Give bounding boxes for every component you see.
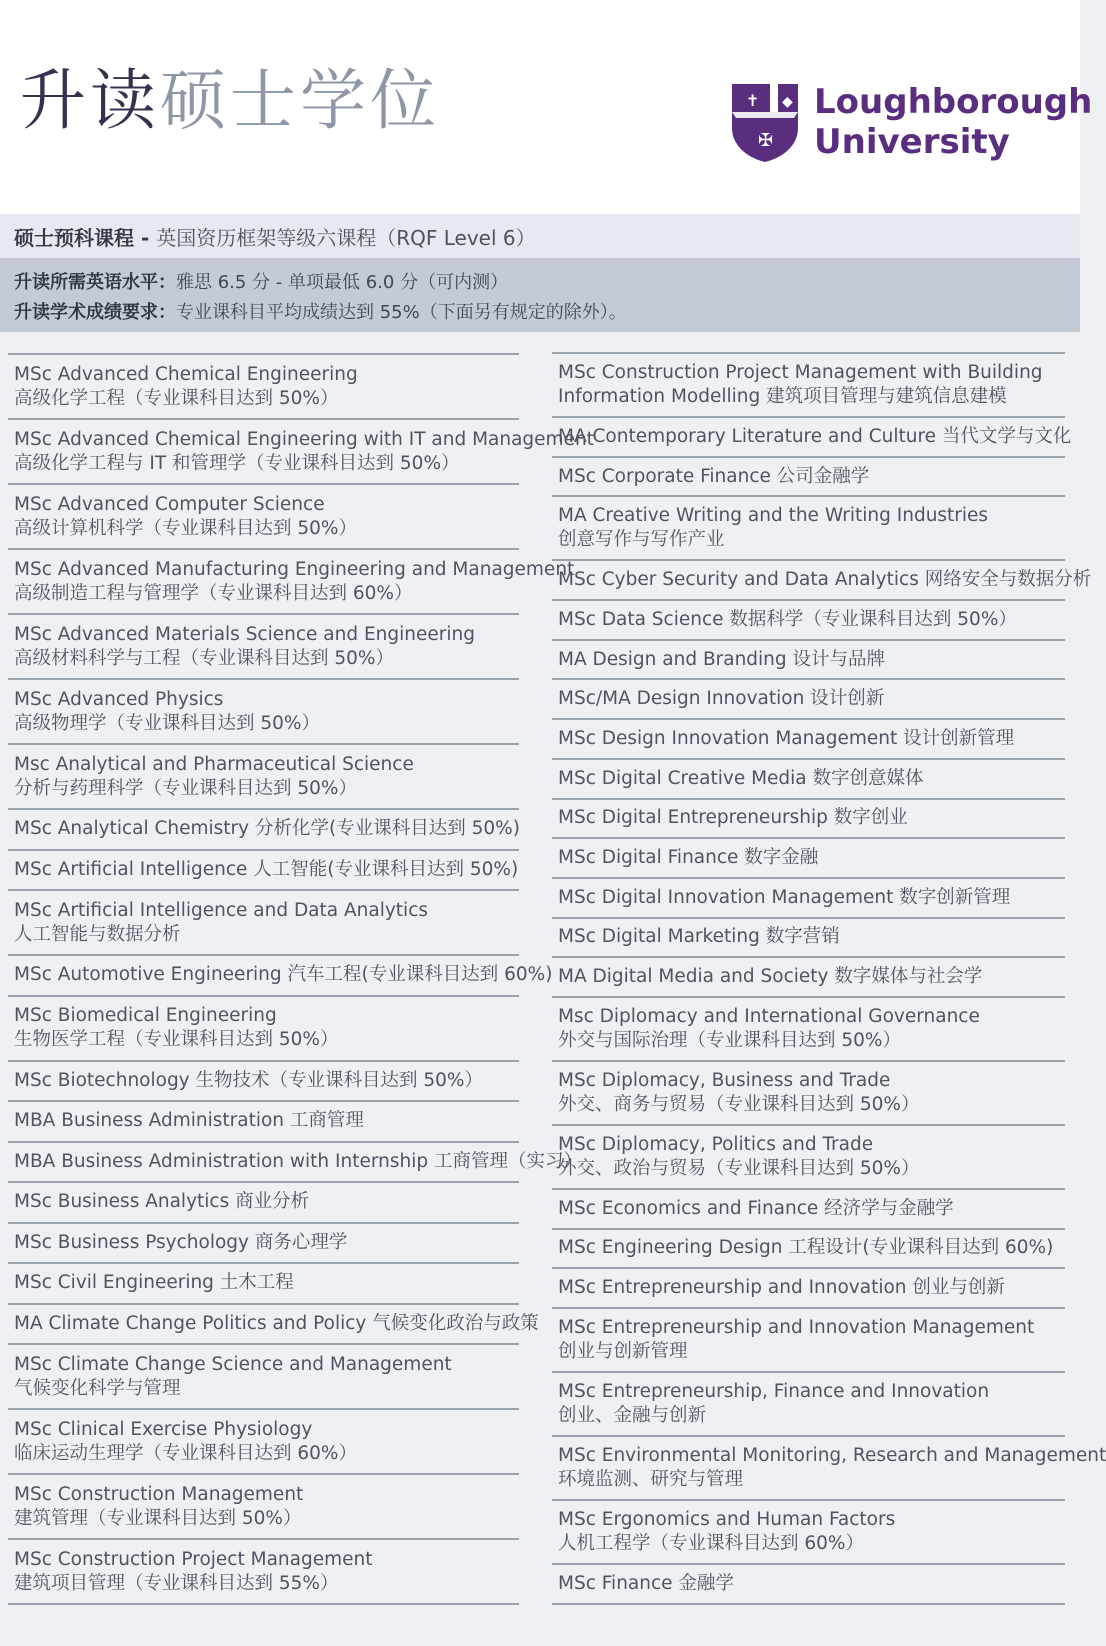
program-name: MSc Digital Marketing 数字营销 bbox=[558, 926, 840, 948]
program-name: MSc Cyber Security and Data Analytics 网络安全与数据分析 bbox=[558, 569, 1092, 591]
program-name: MA Design and Branding 设计与品牌 bbox=[558, 648, 886, 670]
program-name: MSc Environmental Monitoring, Research and Management bbox=[558, 1445, 1106, 1466]
program-name-line2: 人机工程学（专业课科目达到 60%） bbox=[558, 1533, 865, 1554]
program-item bbox=[552, 720, 1065, 760]
program-item bbox=[8, 485, 519, 550]
svg-text:◆: ◆ bbox=[782, 94, 793, 110]
program-name: MSc Diplomacy, Politics and Trade bbox=[558, 1133, 874, 1155]
program-name-line2: 外交、商务与贸易（专业课科目达到 50%） bbox=[558, 1093, 920, 1115]
program-item bbox=[552, 998, 1065, 1062]
program-name: MSc Construction Management bbox=[14, 1483, 304, 1505]
program-item bbox=[552, 1373, 1065, 1437]
program-item bbox=[8, 355, 519, 420]
program-item bbox=[552, 958, 1065, 998]
program-item bbox=[552, 458, 1065, 498]
program-item bbox=[552, 800, 1065, 840]
program-name: MSc Business Analytics 商业分析 bbox=[14, 1191, 310, 1213]
program-name: MSc Civil Engineering 土木工程 bbox=[14, 1272, 294, 1294]
svg-text:✠: ✠ bbox=[758, 130, 774, 151]
program-item bbox=[8, 1102, 519, 1143]
course-description: 英国资历框架等级六课程（RQF Level 6） bbox=[156, 226, 536, 250]
program-name-line2: 气候变化科学与管理 bbox=[14, 1377, 181, 1399]
program-name: MSc Advanced Physics bbox=[14, 688, 224, 710]
program-name: MSc Entrepreneurship, Finance and Innovation bbox=[558, 1381, 990, 1402]
program-item bbox=[552, 1126, 1065, 1190]
program-item bbox=[552, 919, 1065, 959]
university-logo bbox=[730, 82, 1093, 172]
program-item bbox=[552, 354, 1065, 418]
program-item bbox=[8, 997, 519, 1062]
program-name: MSc Entrepreneurship and Innovation Management bbox=[558, 1317, 1035, 1338]
program-name: MSc Corporate Finance 公司金融学 bbox=[558, 465, 870, 487]
program-name-line2: 环境监测、研究与管理 bbox=[558, 1469, 744, 1490]
program-item bbox=[552, 879, 1065, 919]
program-item bbox=[552, 497, 1065, 561]
program-name-line2: 高级化学工程与 IT 和管理学（专业课科目达到 50%） bbox=[14, 452, 460, 474]
program-name: MSc Automotive Engineering 汽车工程(专业课科目达到 60%) bbox=[14, 964, 553, 986]
program-item bbox=[552, 641, 1065, 681]
program-item bbox=[8, 680, 519, 745]
program-item bbox=[8, 851, 519, 892]
program-item bbox=[8, 1143, 582, 1184]
page-header bbox=[0, 0, 1093, 214]
program-name: MSc Ergonomics and Human Factors bbox=[558, 1509, 896, 1530]
program-item bbox=[8, 1345, 519, 1410]
program-name: MBA Business Administration with Internship 工商管理（实习） bbox=[14, 1150, 582, 1172]
program-name: MSc Advanced Chemical Engineering with IT and Management bbox=[14, 428, 594, 450]
program-name: MSc Advanced Manufacturing Engineering and Management bbox=[14, 558, 575, 580]
program-name: MSc Advanced Chemical Engineering bbox=[14, 363, 358, 385]
program-name: MSc Construction Project Management bbox=[14, 1548, 373, 1570]
university-name: Loughborough University bbox=[814, 82, 1093, 162]
program-name: MSc Artificial Intelligence 人工智能(专业课科目达到 50%) bbox=[14, 858, 519, 880]
program-name: MSc Economics and Finance 经济学与金融学 bbox=[558, 1197, 954, 1219]
program-name: MSc Design Innovation Management 设计创新管理 bbox=[558, 727, 1015, 749]
program-name: MSc Engineering Design 工程设计(专业课科目达到 60%) bbox=[558, 1237, 1054, 1259]
program-item bbox=[8, 1475, 519, 1540]
program-item bbox=[8, 1305, 539, 1346]
program-name: Msc Analytical and Pharmaceutical Science bbox=[14, 753, 414, 775]
program-item bbox=[552, 601, 1065, 641]
program-list-right bbox=[552, 352, 1106, 1605]
program-item bbox=[8, 420, 594, 485]
program-item bbox=[8, 615, 519, 680]
program-item bbox=[552, 760, 1065, 800]
program-name-line2: 高级制造工程与管理学（专业课科目达到 60%） bbox=[14, 582, 413, 604]
program-name: MSc Biotechnology 生物技术（专业课科目达到 50%） bbox=[14, 1069, 484, 1091]
program-list-left bbox=[8, 353, 594, 1605]
program-name: MA Climate Change Politics and Policy 气候变化政治与政策 bbox=[14, 1312, 539, 1334]
program-item bbox=[8, 745, 519, 810]
program-name: MSc Construction Project Management with Building bbox=[558, 362, 1043, 383]
program-name-line2: 创业、金融与创新 bbox=[558, 1405, 707, 1426]
requirements-bar bbox=[0, 258, 1080, 332]
program-name-line2: 高级计算机科学（专业课科目达到 50%） bbox=[14, 517, 358, 539]
program-item bbox=[8, 1183, 519, 1224]
program-name: MSc Diplomacy, Business and Trade bbox=[558, 1069, 891, 1091]
program-name-line2: 建筑项目管理（专业课科目达到 55%） bbox=[14, 1572, 339, 1594]
program-name-line2: 临床运动生理学（专业课科目达到 60%） bbox=[14, 1442, 358, 1464]
program-name-line2: 创意写作与写作产业 bbox=[558, 529, 725, 551]
program-item bbox=[8, 891, 519, 956]
university-crest-icon bbox=[730, 82, 800, 164]
program-item bbox=[8, 1410, 519, 1475]
program-name-line2: Information Modelling 建筑项目管理与建筑信息建模 bbox=[558, 386, 1007, 407]
program-item bbox=[552, 680, 1065, 720]
program-name-line2: 分析与药理科学（专业课科目达到 50%） bbox=[14, 777, 358, 799]
program-name-line2: 生物医学工程（专业课科目达到 50%） bbox=[14, 1029, 339, 1050]
program-name: MA Contemporary Literature and Culture 当代文学与文化 bbox=[558, 425, 1072, 447]
program-name-line2: 人工智能与数据分析 bbox=[14, 923, 181, 945]
program-item bbox=[552, 1190, 1065, 1230]
program-item bbox=[8, 550, 575, 615]
program-name-line2: 外交、政治与贸易（专业课科目达到 50%） bbox=[558, 1157, 920, 1179]
program-name: MSc Analytical Chemistry 分析化学(专业课科目达到 50%) bbox=[14, 818, 520, 840]
program-item bbox=[552, 1501, 1065, 1565]
program-item bbox=[552, 839, 1065, 879]
program-item bbox=[8, 1062, 519, 1103]
program-name: MSc Business Psychology 商务心理学 bbox=[14, 1231, 348, 1253]
program-name: MSc Entrepreneurship and Innovation 创业与创新 bbox=[558, 1277, 1005, 1299]
program-name: MSc/MA Design Innovation 设计创新 bbox=[558, 688, 885, 710]
program-item bbox=[552, 1565, 1065, 1605]
program-name: MA Creative Writing and the Writing Industries bbox=[558, 505, 989, 527]
program-name: MSc Digital Entrepreneurship 数字创业 bbox=[558, 807, 908, 829]
program-name-line2: 高级材料科学与工程（专业课科目达到 50%） bbox=[14, 647, 395, 669]
program-name: MSc Climate Change Science and Management bbox=[14, 1353, 452, 1375]
course-level-bar: 硕士预科课程 - 英国资历框架等级六课程（RQF Level 6） bbox=[0, 214, 1080, 258]
program-name: MSc Clinical Exercise Physiology bbox=[14, 1418, 313, 1440]
program-name-line2: 外交与国际治理（专业课科目达到 50%） bbox=[558, 1029, 902, 1051]
program-item bbox=[8, 810, 519, 851]
program-name-line2: 建筑管理（专业课科目达到 50%） bbox=[14, 1507, 302, 1529]
program-name: MSc Advanced Computer Science bbox=[14, 493, 325, 515]
academic-requirement: 升读学术成绩要求：专业课科目平均成绩达到 55%（下面另有规定的除外）。 bbox=[14, 302, 627, 323]
program-item bbox=[552, 1062, 1065, 1126]
course-label: 硕士预科课程 bbox=[14, 226, 134, 250]
program-name: MSc Data Science 数据科学（专业课科目达到 50%） bbox=[558, 608, 1017, 630]
program-item bbox=[8, 1224, 519, 1265]
program-name: MSc Biomedical Engineering bbox=[14, 1005, 277, 1026]
program-name: Msc Diplomacy and International Governance bbox=[558, 1005, 980, 1027]
program-name-line2: 高级化学工程（专业课科目达到 50%） bbox=[14, 387, 339, 409]
program-name: MSc Finance 金融学 bbox=[558, 1572, 734, 1594]
program-name: MSc Digital Innovation Management 数字创新管理 bbox=[558, 886, 1011, 908]
program-name: MBA Business Administration 工商管理 bbox=[14, 1110, 364, 1132]
program-name: MSc Advanced Materials Science and Engineering bbox=[14, 623, 475, 645]
program-item bbox=[552, 1309, 1065, 1373]
program-name: MSc Digital Creative Media 数字创意媒体 bbox=[558, 767, 924, 789]
program-name-line2: 创业与创新管理 bbox=[558, 1341, 688, 1362]
program-name: MSc Artificial Intelligence and Data Analytics bbox=[14, 899, 429, 921]
program-item bbox=[552, 418, 1072, 458]
program-item bbox=[552, 561, 1092, 601]
program-item bbox=[8, 1540, 519, 1605]
program-item bbox=[552, 1230, 1065, 1270]
program-item bbox=[552, 1437, 1106, 1501]
program-item bbox=[8, 956, 553, 997]
program-name: MSc Digital Finance 数字金融 bbox=[558, 847, 819, 869]
program-item bbox=[8, 1264, 519, 1305]
program-name-line2: 高级物理学（专业课科目达到 50%） bbox=[14, 712, 321, 734]
page-title: 升读硕士学位 bbox=[20, 62, 440, 139]
program-name: MA Digital Media and Society 数字媒体与社会学 bbox=[558, 966, 983, 988]
english-requirement: 升读所需英语水平：雅思 6.5 分 - 单项最低 6.0 分（可内测） bbox=[14, 272, 509, 293]
svg-text:✝: ✝ bbox=[746, 91, 760, 110]
program-item bbox=[552, 1269, 1065, 1309]
